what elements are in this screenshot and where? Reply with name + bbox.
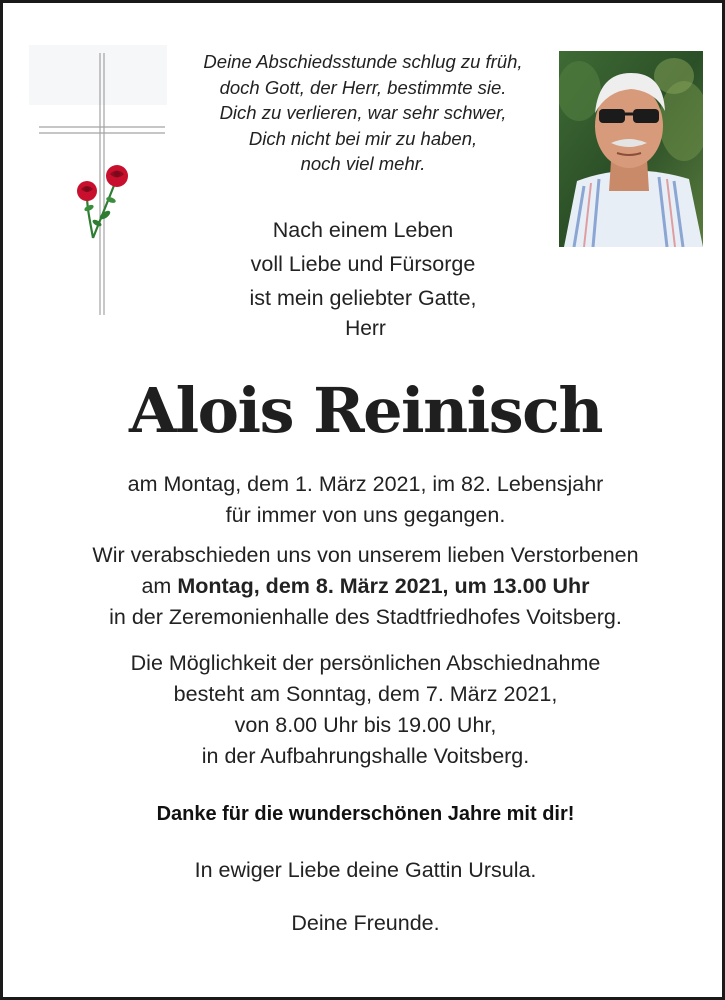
- poem-line: doch Gott, der Herr, bestimmte sie.: [219, 76, 507, 98]
- intro-text: [173, 213, 553, 315]
- viewing-line: von 8.00 Uhr bis 19.00 Uhr,: [234, 713, 497, 737]
- thanks-line: Danke für die wunderschönen Jahre mit dir!: [156, 803, 575, 825]
- funeral-date-line: [3, 571, 725, 602]
- intro-line: Nach einem Leben: [272, 218, 454, 242]
- poem-line: noch viel mehr.: [300, 153, 426, 174]
- funeral-line: in der Zeremonienhalle des Stadtfriedhofes Voitsberg.: [109, 605, 622, 629]
- death-notice-line: für immer von uns gegangen.: [225, 503, 506, 527]
- poem-line: Dich nicht bei mir zu haben,: [248, 127, 478, 149]
- viewing-line: Die Möglichkeit der persönlichen Abschiednahme: [130, 651, 601, 675]
- funeral-details: [3, 540, 725, 633]
- death-notice-line: am Montag, dem 1. März 2021, im 82. Lebensjahr: [127, 472, 604, 496]
- viewing-details: [3, 648, 725, 772]
- deceased-name: Alois Reinisch: [129, 374, 602, 447]
- portrait-photo: [559, 51, 703, 247]
- intro-line: ist mein geliebter Gatte,: [249, 286, 477, 310]
- cross-with-roses-icon: [27, 43, 177, 328]
- funeral-date-prefix: am: [141, 574, 178, 598]
- funeral-date: Montag, dem 8. März 2021, um 13.00 Uhr: [177, 574, 590, 598]
- signature-wife: In ewiger Liebe deine Gattin Ursula.: [194, 858, 537, 882]
- intro-line: voll Liebe und Fürsorge: [250, 252, 476, 276]
- death-notice: [3, 469, 725, 531]
- poem-line: Dich zu verlieren, war sehr schwer,: [219, 102, 507, 123]
- viewing-line: besteht am Sonntag, dem 7. März 2021,: [173, 682, 558, 706]
- salutation: Herr: [345, 317, 386, 340]
- funeral-line: Wir verabschieden uns von unserem lieben Verstorbenen: [92, 543, 639, 567]
- viewing-line: in der Aufbahrungshalle Voitsberg.: [201, 744, 530, 768]
- poem-line: Deine Abschiedsstunde schlug zu früh,: [203, 51, 523, 72]
- signature-friends: Deine Freunde.: [291, 911, 440, 935]
- poem: [173, 49, 553, 177]
